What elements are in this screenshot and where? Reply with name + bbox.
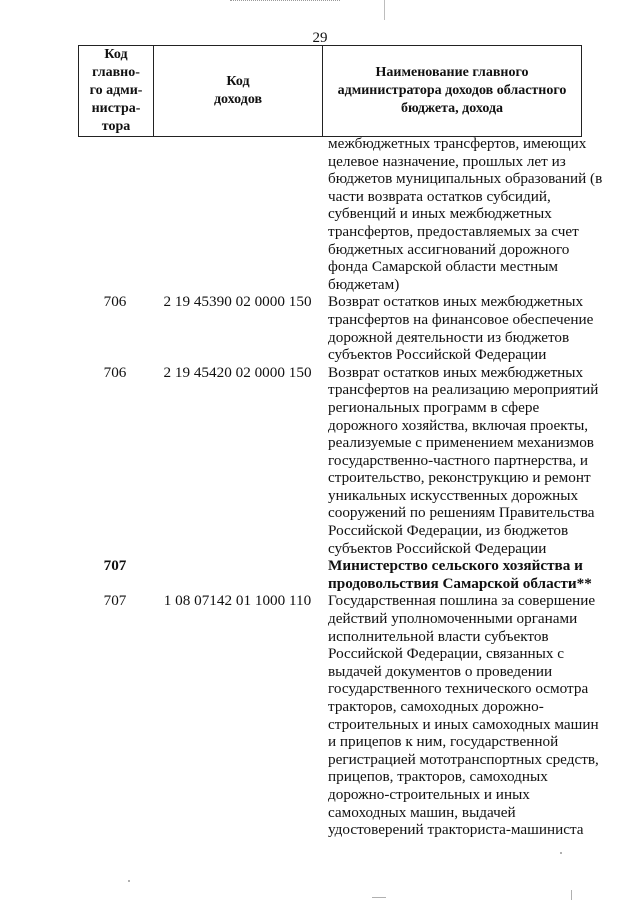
- header-income-code: [154, 46, 323, 137]
- table-row: [0, 135, 640, 293]
- row-name: Государственная пошлина за совершение действий уполномоченными органами исполнительной власти субъектов Российской Федерации, связанных с выдачей документов о проведении государственного технического осмотра тракторов, самоходных дорожно- строительных и иных самоходных машин и прицепов к ним, государственной регистрацией мототранспортных средств, прицепов, тракторов, самоходных дорожно-строительных и иных самоходных машин, выдачей удостоверений тракториста-машиниста: [328, 592, 599, 839]
- row-income-code: 1 08 07142 01 1000 110: [163, 592, 312, 610]
- scan-artifact-speck: [560, 852, 562, 854]
- header-income-code-text: Код доходов: [213, 74, 263, 107]
- row-income-code: 2 19 45390 02 0000 150: [163, 293, 312, 311]
- page-number: 29: [312, 30, 328, 46]
- header-admin-code: [79, 46, 154, 137]
- row-name: Возврат остатков иных межбюджетных трансфертов на реализацию мероприятий региональных программ в сфере дорожного хозяйства, включая проекты, реализуемые с применением механизмов государственно-частного партнерства, и строительство, реконструкцию и ремонт уникальных искусственных дорожных сооружений по решениям Правительства Российской Федерации, из бюджетов субъектов Российской Федерации: [328, 363, 599, 557]
- table-row: [0, 364, 640, 558]
- table-header: [78, 45, 582, 137]
- row-admin-code: 706: [103, 293, 127, 311]
- scan-artifact-speck: [372, 897, 386, 898]
- row-income-code: 2 19 45420 02 0000 150: [163, 363, 312, 381]
- table-row-section: [0, 557, 640, 592]
- header-name: [323, 46, 582, 137]
- row-admin-code: 706: [103, 363, 127, 381]
- scan-artifact-speck: [571, 890, 572, 900]
- table-row: [0, 293, 640, 363]
- table-row: [0, 592, 640, 838]
- header-name-text: Наименование главного администратора доходов областного бюджета, дохода: [337, 65, 567, 116]
- scan-artifact-line: [230, 0, 340, 4]
- row-name: Министерство сельского хозяйства и продовольствия Самарской области**: [328, 557, 592, 592]
- table-body: [0, 135, 640, 839]
- scan-artifact-tick: [384, 0, 385, 20]
- row-name: Возврат остатков иных межбюджетных трансфертов на финансовое обеспечение дорожной деятельности из бюджетов субъектов Российской Федерации: [328, 293, 594, 364]
- row-admin-code: 707: [103, 592, 127, 610]
- row-admin-code: 707: [103, 557, 127, 575]
- header-admin-code-text: Код главно- го адми- нистра- тора: [89, 47, 143, 134]
- row-name: межбюджетных трансфертов, имеющих целевое назначение, прошлых лет из бюджетов муниципальных образований (в части возврата остатков субсидий, субвенций и иных межбюджетных трансфертов, предоставляемых за счет бюджетных ассигнований дорожного фонда Самарской области местным бюджетам): [328, 135, 603, 293]
- scan-artifact-speck: [128, 880, 130, 882]
